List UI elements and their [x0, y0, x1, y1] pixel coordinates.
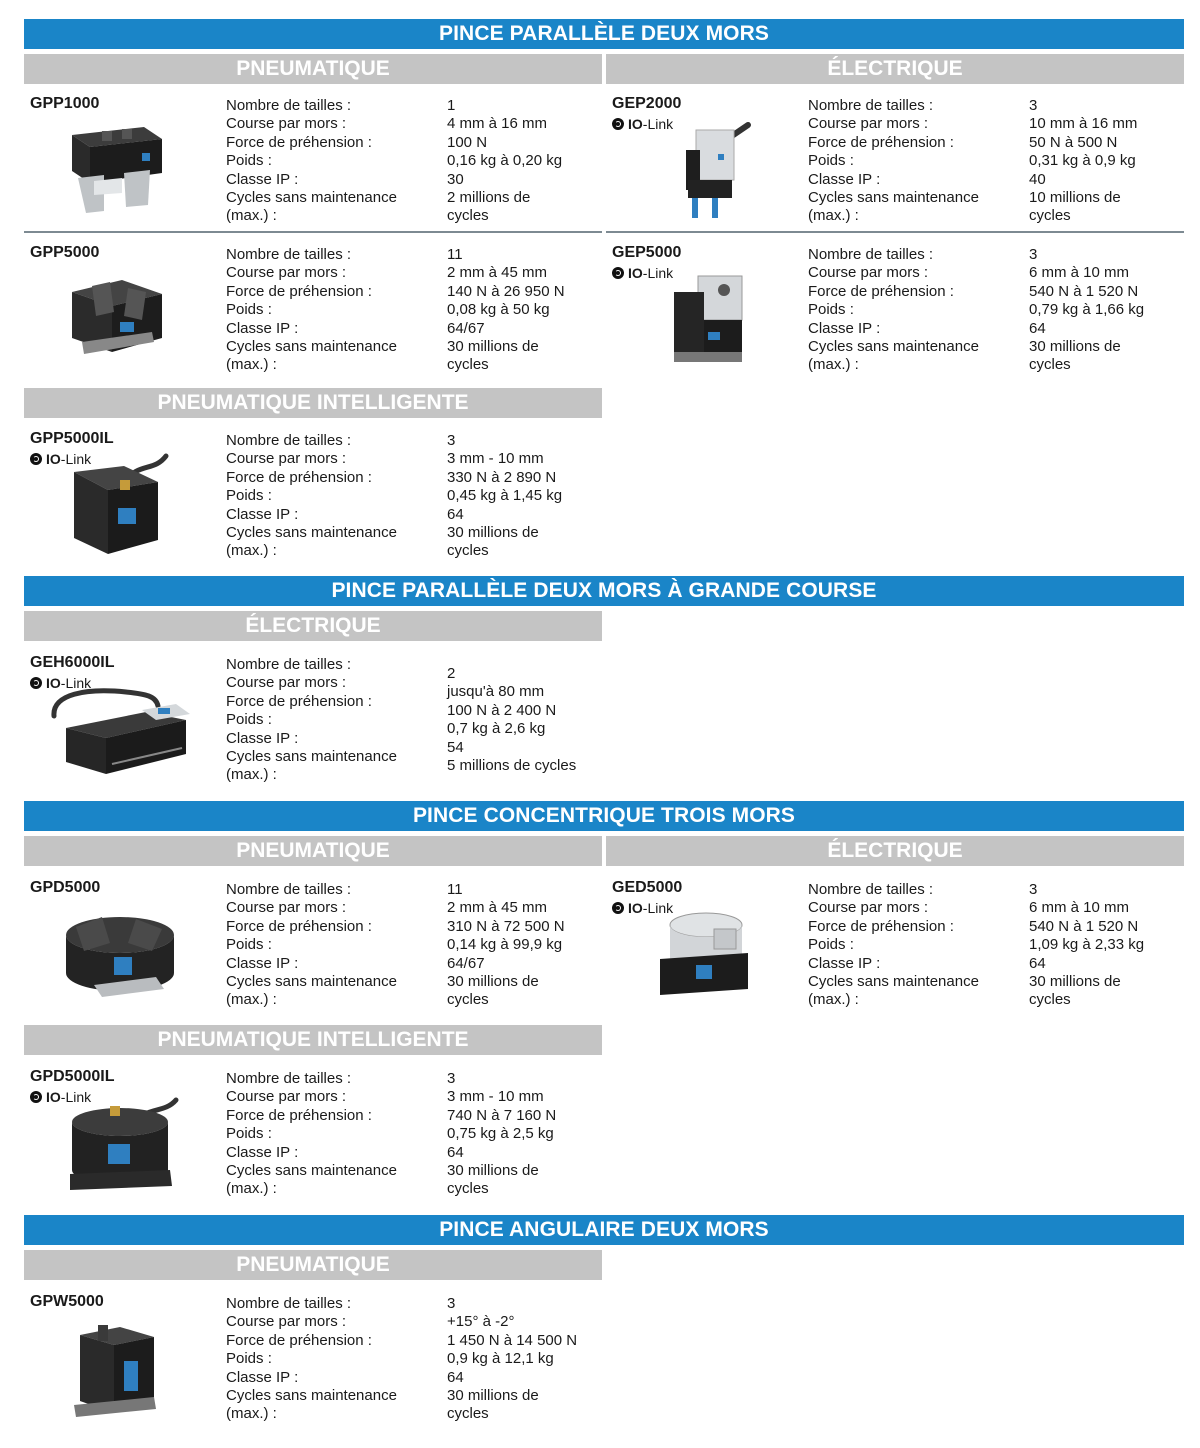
section-title-long-stroke: PINCE PARALLÈLE DEUX MORS À GRANDE COURSE	[24, 576, 1184, 606]
gripper-geh6000il-image	[46, 684, 196, 776]
gripper-gep5000-image	[668, 272, 758, 370]
product-gpd5000	[24, 879, 602, 1015]
spec-values: 11 2 mm à 45 mm 140 N à 26 950 N 0,08 kg à 50 kg 64/67 30 millions de cycles	[447, 246, 565, 374]
io-link-badge: IO -Link	[612, 900, 673, 916]
io-link-icon	[612, 118, 624, 130]
gripper-gpp1000-image	[64, 123, 164, 218]
model-name: GPW5000	[30, 1293, 104, 1310]
product-gep5000	[606, 244, 1184, 380]
subsection-electric: ÉLECTRIQUE	[606, 836, 1184, 866]
subsection-pneumatic: PNEUMATIQUE	[24, 1250, 602, 1280]
gripper-gpd5000-image	[56, 907, 182, 1002]
model-name: GED5000	[612, 879, 683, 896]
io-link-icon	[612, 267, 624, 279]
gripper-gpw5000-image	[64, 1321, 164, 1421]
model-name: GPD5000IL	[30, 1068, 115, 1085]
subsection-electric: ÉLECTRIQUE	[606, 54, 1184, 84]
gripper-gpp5000il-image	[64, 452, 174, 560]
spec-values: 3 10 mm à 16 mm 50 N à 500 N 0,31 kg à 0,9 kg 40 10 millions de cycles	[1029, 97, 1138, 225]
divider	[24, 231, 602, 233]
spec-labels: Nombre de tailles : Course par mors : Force de préhension : Poids : Classe IP : Cycles sans maintenance (max.) :	[808, 246, 979, 374]
product-ged5000	[606, 879, 1184, 1015]
spec-labels: Nombre de tailles : Course par mors : Force de préhension : Poids : Classe IP : Cycles sans maintenance (max.) :	[226, 656, 397, 784]
spec-values: 11 2 mm à 45 mm 310 N à 72 500 N 0,14 kg à 99,9 kg 64/67 30 millions de cycles	[447, 881, 565, 1009]
section-title-concentric: PINCE CONCENTRIQUE TROIS MORS	[24, 801, 1184, 831]
divider	[606, 231, 1184, 233]
product-geh6000il	[24, 654, 602, 790]
product-gpp5000il	[24, 430, 602, 566]
spec-values: 2 jusqu'à 80 mm 100 N à 2 400 N 0,7 kg à 2,6 kg 54 5 millions de cycles	[447, 665, 577, 775]
io-link-badge: IO -Link	[612, 116, 673, 132]
section-title-angular: PINCE ANGULAIRE DEUX MORS	[24, 1215, 1184, 1245]
spec-labels: Nombre de tailles : Course par mors : Force de préhension : Poids : Classe IP : Cycles sans maintenance (max.) :	[226, 246, 397, 374]
product-gpp1000	[24, 95, 602, 231]
spec-labels: Nombre de tailles : Course par mors : Force de préhension : Poids : Classe IP : Cycles sans maintenance (max.) :	[226, 1295, 397, 1423]
io-link-icon	[30, 1091, 42, 1103]
spec-values: 3 3 mm - 10 mm 330 N à 2 890 N 0,45 kg à 1,45 kg 64 30 millions de cycles	[447, 432, 563, 560]
io-link-icon	[30, 677, 42, 689]
spec-labels: Nombre de tailles : Course par mors : Force de préhension : Poids : Classe IP : Cycles sans maintenance (max.) :	[226, 432, 397, 560]
product-gpp5000	[24, 244, 602, 380]
io-link-badge: IO -Link	[30, 451, 91, 467]
gripper-gpd5000il-image	[60, 1094, 184, 1194]
subsection-pneumatic: PNEUMATIQUE	[24, 836, 602, 866]
product-gpw5000	[24, 1293, 602, 1429]
section-title-parallel: PINCE PARALLÈLE DEUX MORS	[24, 19, 1184, 49]
spec-values: 3 +15° à -2° 1 450 N à 14 500 N 0,9 kg à 12,1 kg 64 30 millions de cycles	[447, 1295, 578, 1423]
spec-labels: Nombre de tailles : Course par mors : Force de préhension : Poids : Classe IP : Cycles sans maintenance (max.) :	[808, 881, 979, 1009]
spec-labels: Nombre de tailles : Course par mors : Force de préhension : Poids : Classe IP : Cycles sans maintenance (max.) :	[226, 1070, 397, 1198]
subsection-smart-pneumatic: PNEUMATIQUE INTELLIGENTE	[24, 1025, 602, 1055]
io-link-icon	[30, 453, 42, 465]
spec-values: 3 6 mm à 10 mm 540 N à 1 520 N 0,79 kg à 1,66 kg 64 30 millions de cycles	[1029, 246, 1145, 374]
io-link-badge: IO -Link	[30, 675, 91, 691]
model-name: GPP1000	[30, 95, 100, 112]
gripper-gpp5000-image	[62, 272, 172, 362]
spec-values: 1 4 mm à 16 mm 100 N 0,16 kg à 0,20 kg 30 2 millions de cycles	[447, 97, 563, 225]
io-link-badge: IO -Link	[612, 265, 673, 281]
model-name: GPP5000IL	[30, 430, 114, 447]
io-link-icon	[612, 902, 624, 914]
gripper-ged5000-image	[654, 909, 754, 1001]
spec-labels: Nombre de tailles : Course par mors : Force de préhension : Poids : Classe IP : Cycles sans maintenance (max.) :	[226, 881, 397, 1009]
io-link-badge: IO -Link	[30, 1089, 91, 1105]
model-name: GEP5000	[612, 244, 682, 261]
subsection-electric: ÉLECTRIQUE	[24, 611, 602, 641]
model-name: GPD5000	[30, 879, 101, 896]
spec-labels: Nombre de tailles : Course par mors : Force de préhension : Poids : Classe IP : Cycles sans maintenance (max.) :	[808, 97, 979, 225]
model-name: GEP2000	[612, 95, 682, 112]
subsection-smart-pneumatic: PNEUMATIQUE INTELLIGENTE	[24, 388, 602, 418]
spec-values: 3 3 mm - 10 mm 740 N à 7 160 N 0,75 kg à 2,5 kg 64 30 millions de cycles	[447, 1070, 557, 1198]
product-gep2000	[606, 95, 1184, 231]
subsection-pneumatic: PNEUMATIQUE	[24, 54, 602, 84]
model-name: GEH6000IL	[30, 654, 115, 671]
gripper-gep2000-image	[678, 120, 758, 225]
model-name: GPP5000	[30, 244, 100, 261]
spec-labels: Nombre de tailles : Course par mors : Force de préhension : Poids : Classe IP : Cycles sans maintenance (max.) :	[226, 97, 397, 225]
spec-values: 3 6 mm à 10 mm 540 N à 1 520 N 1,09 kg à 2,33 kg 64 30 millions de cycles	[1029, 881, 1145, 1009]
product-gpd5000il	[24, 1068, 602, 1204]
